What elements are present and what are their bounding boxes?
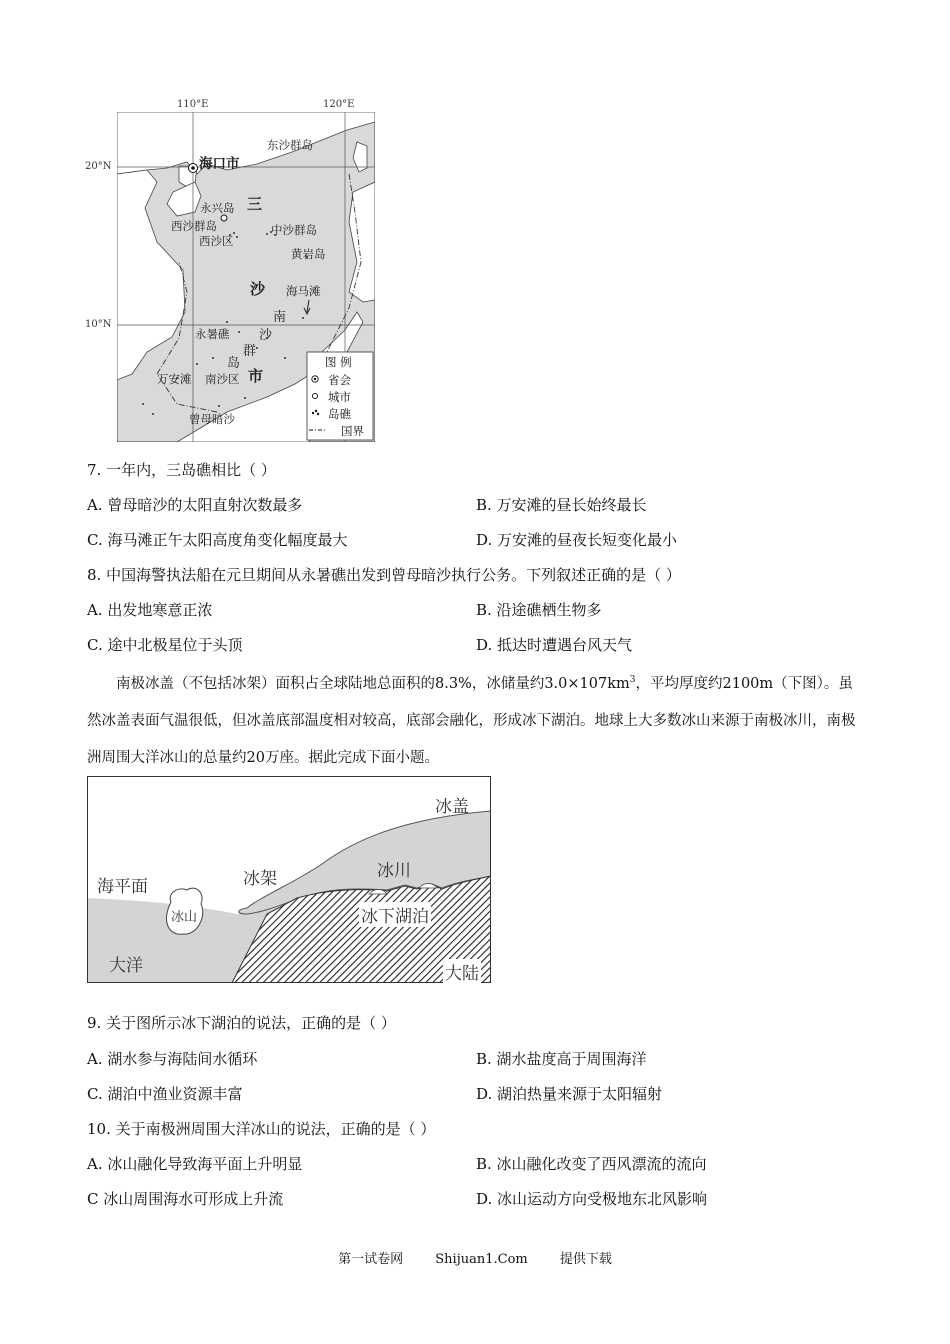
footer-site-name: 第一试卷网 [338,1252,404,1267]
map-label-dongsha: 东沙群岛 [267,138,313,152]
map-label-yongshu: 永暑礁 [195,327,230,341]
legend-title: 图 例 [325,355,352,369]
q10-option-a[interactable]: A. 冰山融化导致海平面上升明显 [87,1155,303,1173]
sansha-char-3: 市 [248,367,264,385]
q7-option-c[interactable]: C. 海马滩正午太阳高度角变化幅度最大 [87,531,348,549]
q7-stem: 7. 一年内，三岛礁相比（ ） [87,461,276,479]
q10-option-d[interactable]: D. 冰山运动方向受极地东北风影响 [476,1190,708,1208]
q8-option-b[interactable]: B. 沿途礁栖生物多 [476,601,602,619]
map-label-wanan: 万安滩 [157,372,192,386]
map-label-haima: 海马滩 [286,284,321,298]
label-ice-cap: 冰盖 [435,797,469,817]
map-label-nansha-district: 南沙区 [205,372,240,386]
nansha-char-4: 岛 [227,356,241,371]
label-sea-level: 海平面 [97,877,148,897]
nansha-char-3: 群 [243,344,257,359]
q8-option-c[interactable]: C. 途中北极星位于头顶 [87,636,243,654]
page-footer [0,1248,950,1267]
map-label-yongxing: 永兴岛 [200,201,235,215]
legend-reef: 岛礁 [328,407,351,421]
map-label-zhongsha: 中沙群岛 [271,223,317,237]
map-label-xisha-district: 西沙区 [199,234,234,248]
lat-label-10: 10°N [85,319,112,330]
label-ocean: 大洋 [109,956,143,976]
q10-option-c[interactable]: C 冰山周围海水可形成上升流 [87,1190,284,1208]
q9-stem: 9. 关于图所示冰下湖泊的说法，正确的是（ ） [87,1014,396,1032]
map-label-haikou: 海口市 [199,156,240,172]
q9-option-a[interactable]: A. 湖水参与海陆间水循环 [87,1050,258,1068]
q10-stem: 10. 关于南极洲周围大洋冰山的说法，正确的是（ ） [87,1120,436,1138]
legend-city: 城市 [328,390,351,404]
map-label-zengmu: 曾母暗沙 [189,412,235,426]
south-china-sea-map [85,95,385,450]
footer-site-url[interactable]: Shijuan1.Com [435,1252,528,1267]
label-glacier: 冰川 [377,861,411,881]
label-subglacial-lake: 冰下湖泊 [359,902,431,927]
antarctic-passage [87,662,867,777]
ice-sheet-diagram [87,776,491,983]
q10-option-b[interactable]: B. 冰山融化改变了西风漂流的流向 [476,1155,707,1173]
sansha-char-1: 三 [247,195,263,213]
legend-boundary: 国界 [341,424,364,438]
lat-label-20: 20°N [85,161,112,172]
q9-option-d[interactable]: D. 湖泊热量来源于太阳辐射 [476,1085,663,1103]
passage-text-1: 南极冰盖（不包括冰架）面积占全球陆地总面积的8.3%，冰储量约3.0×107km [116,675,630,692]
map-label-xisha: 西沙群岛 [171,219,217,233]
legend-provincial-capital: 省会 [328,373,351,387]
q7-option-b[interactable]: B. 万安滩的昼长始终最长 [476,496,647,514]
lon-label-120: 120°E [323,99,355,110]
q7-option-a[interactable]: A. 曾母暗沙的太阳直射次数最多 [87,496,303,514]
passage-text-2: ，平均厚度约2100m（下图）。虽然冰盖表面气温很低，但冰盖底部温度相对较高，底部会融化，形成冰下湖泊。地球上大多数冰山来源于南极冰川，南极洲周围大洋冰山的总量约20万座。据此完成下面小题。 [87,675,856,766]
nansha-char-1: 南 [273,310,287,325]
q8-stem: 8. 中国海警执法船在元旦期间从永暑礁出发到曾母暗沙执行公务。下列叙述正确的是（ ） [87,566,681,584]
nansha-char-2: 沙 [259,328,273,343]
q8-option-d[interactable]: D. 抵达时遭遇台风天气 [476,636,633,654]
q9-option-c[interactable]: C. 湖泊中渔业资源丰富 [87,1085,243,1103]
label-ice-shelf: 冰架 [243,869,277,889]
q7-option-d[interactable]: D. 万安滩的昼夜长短变化最小 [476,531,678,549]
map-label-huangyan: 黄岩岛 [291,247,326,261]
label-iceberg: 冰山 [171,910,198,925]
q8-option-a[interactable]: A. 出发地寒意正浓 [87,601,213,619]
label-continent: 大陆 [443,959,481,984]
passage-sup: 3 [629,675,636,685]
sansha-char-2: 沙 [250,280,266,298]
q9-option-b[interactable]: B. 湖水盐度高于周围海洋 [476,1050,647,1068]
footer-download-note: 提供下载 [559,1252,612,1267]
lon-label-110: 110°E [177,99,209,110]
